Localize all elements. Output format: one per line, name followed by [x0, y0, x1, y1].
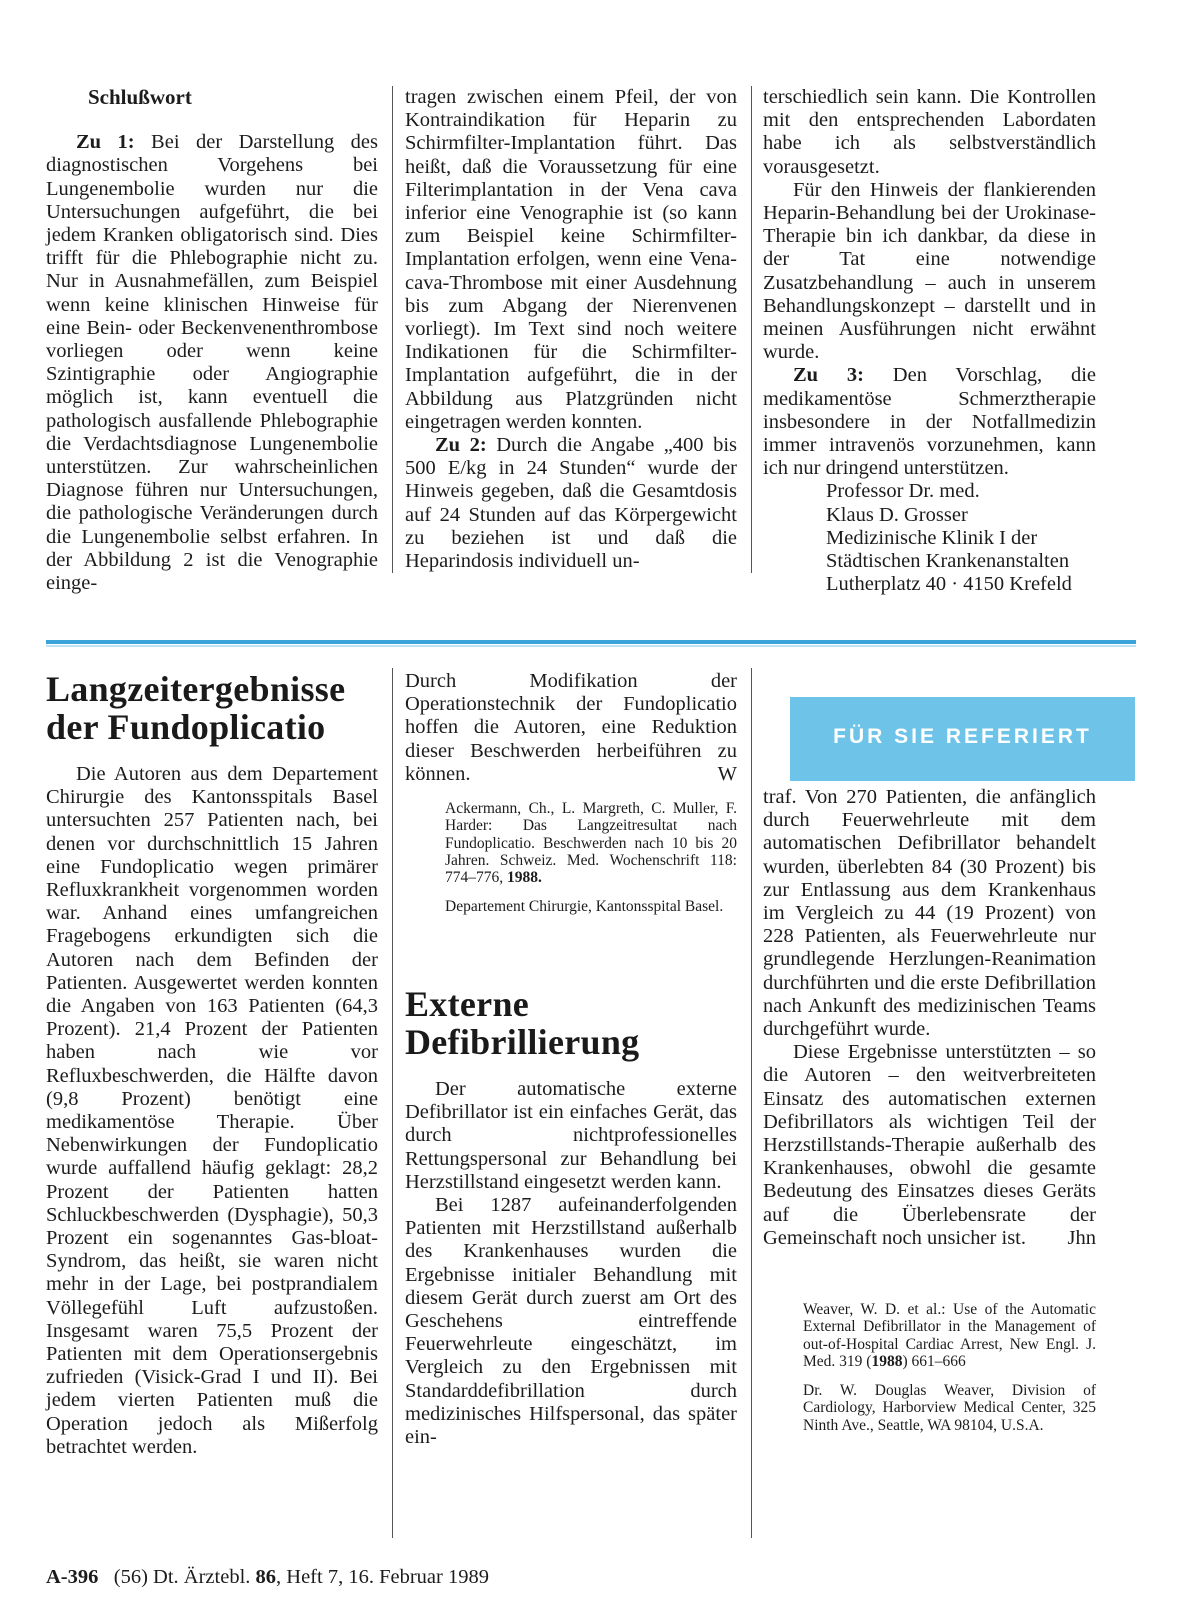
- article-paragraph: Bei 1287 aufeinanderfolgenden Patienten mit Herzstillstand außerhalb des Krankenhauses wurden die Ergebnisse initialer Behandlung mit diesem Gerät durch zuerst am Ort des Geschehens eintreffende Feuerwehrleute eingeschätzt, im Vergleich zu den Ergebnissen mit Standarddefibrillation durch medizinisches Hilfspersonal, das später ein-: [405, 1194, 737, 1449]
- article-title: [46, 670, 386, 746]
- point-label: Zu 2:: [435, 434, 487, 457]
- letter-paragraph: [46, 131, 378, 595]
- citation-year: 1988.: [507, 869, 542, 887]
- citation-text: Weaver, W. D. et al.: Use of the Automatic External Defibrillator in the Management of out-of-Hospital Cardiac Arrest, New Engl. J. Med. 319 (: [803, 1301, 1096, 1370]
- article-paragraph: [763, 1041, 1096, 1250]
- paragraph-text: Bei der Darstellung des diagnostischen Vorgehens bei Lungenembolie wurden nur die Untersuchungen aufgeführt, die bei jedem Kranken obligatorisch sind. Dies trifft für die Phlebographie nicht zu. Nur in Ausnahmefällen, zum Beispiel wenn keine klinischen Hinweise für eine Bein- oder Beckenvenenthrombose vorliegen oder wenn keine Szintigraphie oder Angiographie möglich ist, kann eventuell die pathologisch ausfallende Phlebographie die Verdachtsdiagnose Lungenembolie unterstützen. Zur wahrscheinlichen Diagnose führen nur Untersuchungen, die pathologische Veränderungen durch die Lungenembolie selbst erfahren. In der Abbildung 2 ist die Venographie einge-: [46, 131, 378, 595]
- letter-column-1: [46, 86, 378, 595]
- article-title: [405, 985, 745, 1061]
- point-label: Zu 3:: [793, 364, 864, 387]
- article-reference: [445, 800, 737, 928]
- issue-date: , Heft 7, 16. Februar 1989: [276, 1566, 489, 1588]
- reference-citation: [803, 1301, 1096, 1370]
- citation-year: 1988: [871, 1352, 903, 1370]
- page-number: A-396: [46, 1566, 99, 1588]
- page-footer: [46, 1566, 489, 1589]
- section-divider-shadow: [46, 645, 1136, 647]
- reference-citation: [445, 800, 737, 886]
- article-title-line: der Fundoplicatio: [46, 707, 326, 747]
- article-title-line: Langzeitergebnisse: [46, 669, 346, 709]
- article-paragraph: [405, 670, 737, 786]
- article-paragraph: traf. Von 270 Patienten, die anfänglich durch Feuerwehrleute mit dem automatischen Defibrillator behandelt wurden, überlebten 84 (30 Prozent) bis zur Entlassung aus dem Krankenhaus im Vergleich zu 44 (19 Prozent) von 228 Patienten, als Feuerwehrleute nur grundlegende Herzlungen-Reanimation durchführten und die erste Defibrillation nach Ankunft des medizinischen Teams durchgeführt wurde.: [763, 786, 1096, 1041]
- letter-paragraph: [405, 434, 737, 573]
- letter-column-3: [763, 86, 1096, 596]
- citation-pages: ) 661–666: [902, 1352, 966, 1370]
- article-title-line: Externe: [405, 984, 530, 1024]
- banner-label: FÜR SIE REFERIERT: [833, 725, 1092, 748]
- article-reference: [803, 1301, 1096, 1446]
- column-divider: [392, 86, 393, 573]
- author-initial: Jhn: [1067, 1226, 1096, 1249]
- article-body: [405, 1078, 737, 1449]
- signature-line: Professor Dr. med.: [826, 480, 980, 503]
- letter-paragraph: tragen zwischen einem Pfeil, der von Kontraindikation für Heparin zu Schirmfilter-Implantation führt. Das heißt, daß die Voraussetzung für eine Filterimplantation in der Vena cava inferior eine Venographie ist (so kann zum Beispiel keine Schirmfilter-Implantation erfolgen, wenn eine Vena-cava-Thrombose mit einer Ausdehnung bis zum Abgang der Nierenvenen vorliegt). Im Text sind noch weitere Indikationen für die Schirmfilter-Implantation aufgeführt, die in der Abbildung aus Platzgründen nicht eingetragen werden konnten.: [405, 86, 737, 433]
- point-label: Zu 1:: [76, 131, 135, 154]
- reference-affiliation: Dr. W. Douglas Weaver, Division of Cardiology, Harborview Medical Center, 325 Ninth Ave., Seattle, WA 98104, U.S.A.: [803, 1382, 1096, 1434]
- article-body-continued: [763, 786, 1096, 1250]
- letter-heading: Schlußwort: [88, 85, 192, 109]
- section-divider: [46, 640, 1136, 644]
- paragraph-text: Den Vorschlag, die medikamentöse Schmerztherapie insbesondere in der Notfallmedizin immer intravenös vorzunehmen, kann ich nur dringend unterstützen.: [763, 364, 1097, 480]
- column-divider: [751, 86, 752, 573]
- reference-affiliation: Departement Chirurgie, Kantonsspital Basel.: [445, 898, 724, 916]
- letter-column-2: [405, 86, 737, 573]
- column-divider: [392, 668, 393, 1538]
- paragraph-text: Diese Ergebnisse unterstützten – so die Autoren – den weitverbreiteten Einsatz des automatischen externen Defibrillators als wichtigen Teil der Herzstillstands-Therapie außerhalb des Krankenhauses, obwohl die gesamte Bedeutung des Einsatzes dieses Geräts auf die Überlebensrate der Gemeinschaft noch unsicher ist.: [763, 1041, 1096, 1249]
- article-paragraph: Die Autoren aus dem Departement Chirurgie des Kantonsspitals Basel untersuchten 257 Patienten nach, bei denen vor durchschnittlich 15 Jahren eine Fundoplicatio wegen primärer Refluxkrankheit vorgenommen worden war. Anhand eines umfangreichen Fragebogens erkundigten sich die Autoren nach dem Befinden der Patienten. Ausgewertet werden konnten die Angaben von 163 Patienten (64,3 Prozent). 21,4 Prozent der Patienten haben nach wie vor Refluxbeschwerden, die Hälfte davon (9,8 Prozent) benötigt eine medikamentöse Therapie. Über Nebenwirkungen der Fundoplicatio wurde auffallend häufig geklagt: 28,2 Prozent der Patienten hatten Schluckbeschwerden (Dysphagie), 50,3 Prozent ein sogenanntes Gas-bloat-Syndrom, das heißt, sie waren nicht mehr in der Lage, bei postprandialem Völlegefühl Luft aufzustoßen. Insgesamt waren 75,5 Prozent der Patienten mit dem Operationsergebnis zufrieden (Visick-Grad I und II). Bei jedem vierten Patienten muß die Operation jedoch als Mißerfolg betrachtet werden.: [46, 763, 378, 1458]
- signature-line: Klaus D. Grosser: [826, 503, 968, 526]
- signature-line: Medizinische Klinik I der: [826, 526, 1038, 549]
- paragraph-text: Durch die Angabe „400 bis 500 E/kg in 24 Stunden“ wurde der Hinweis gegeben, daß die Gesamtdosis auf 24 Stunden auf das Körpergewicht zu beziehen ist und daß die Heparindosis individuell un-: [405, 434, 737, 573]
- citation-text: Ackermann, Ch., L. Margreth, C. Muller, F. Harder: Das Langzeitresultat nach Fundoplicatio. Beschwerden nach 10 bis 20 Jahren. Schweiz. Med. Wochenschrift 118: 774–776,: [445, 800, 737, 887]
- letter-paragraph: terschiedlich sein kann. Die Kontrollen mit den entsprechenden Labordaten habe ich als selbstverständlich vorausgesetzt.: [763, 86, 1096, 178]
- signature-line: Lutherplatz 40 · 4150 Krefeld: [826, 573, 1072, 596]
- issue-volume: 86: [255, 1566, 277, 1588]
- author-initial: W: [717, 762, 737, 785]
- letter-paragraph: Für den Hinweis der flankierenden Heparin-Behandlung bei der Urokinase-Therapie bin ich dankbar, da diese in der Tat eine notwendige Zusatzbehandlung – auch in unserem Behandlungskonzept – darstellt und in meinen Ausführungen nicht erwähnt wurde.: [763, 178, 1096, 364]
- article-paragraph: Der automatische externe Defibrillator ist ein einfaches Gerät, das durch nichtprofessionelles Rettungspersonal zur Behandlung bei Herzstillstand eingesetzt werden kann.: [405, 1078, 737, 1193]
- paragraph-text: Durch Modifikation der Operationstechnik der Fundoplicatio hoffen die Autoren, eine Reduktion dieser Beschwerden herbeiführen zu können.: [405, 670, 737, 785]
- article-body: [46, 763, 378, 1459]
- article-body-continued: [405, 670, 737, 786]
- letter-paragraph: [763, 364, 1096, 480]
- section-banner: [790, 697, 1135, 781]
- issue-prefix: (56) Dt. Ärztebl.: [113, 1566, 256, 1588]
- article-title-line: Defibrillierung: [405, 1022, 640, 1062]
- column-divider: [751, 668, 752, 1538]
- signature-line: Städtischen Krankenanstalten: [826, 550, 1070, 573]
